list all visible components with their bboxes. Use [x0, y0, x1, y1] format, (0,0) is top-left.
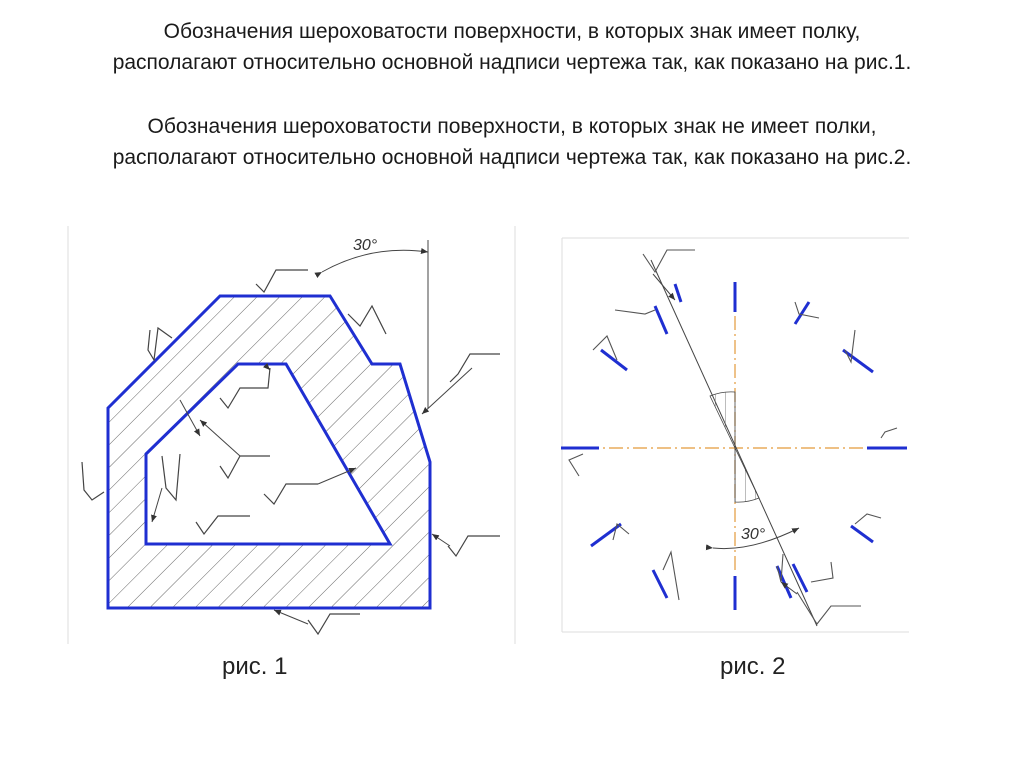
paragraph-with-shelf — [20, 16, 1004, 78]
figure-1-drawing — [60, 222, 520, 652]
leader-arrows-fig2 — [653, 274, 797, 594]
figure-1-caption: рис. 1 — [222, 653, 288, 680]
hatched-zone-upper — [710, 392, 735, 448]
paragraph-2-line-2: располагают относительно основной надписи чертежа так, как показано на рис.2. — [112, 146, 912, 169]
figure-2-caption: рис. 2 — [720, 653, 786, 680]
angle-dimension-fig2 — [713, 526, 799, 549]
angle-label-fig2: 30° — [741, 526, 766, 543]
paragraph-without-shelf — [20, 111, 1004, 173]
paragraph-1-line-2: располагают относительно основной надписи чертежа так, как показано на рис.1. — [112, 51, 912, 74]
figure-2-drawing — [555, 232, 915, 637]
paragraph-1-line-1: Обозначения шероховатости поверхности, в которых знак имеет полку, — [163, 20, 861, 43]
hatched-zone-lower — [735, 448, 759, 502]
angle-label-fig1: 30° — [353, 237, 378, 254]
paragraph-2-line-1: Обозначения шероховатости поверхности, в которых знак не имеет полки, — [147, 115, 877, 138]
